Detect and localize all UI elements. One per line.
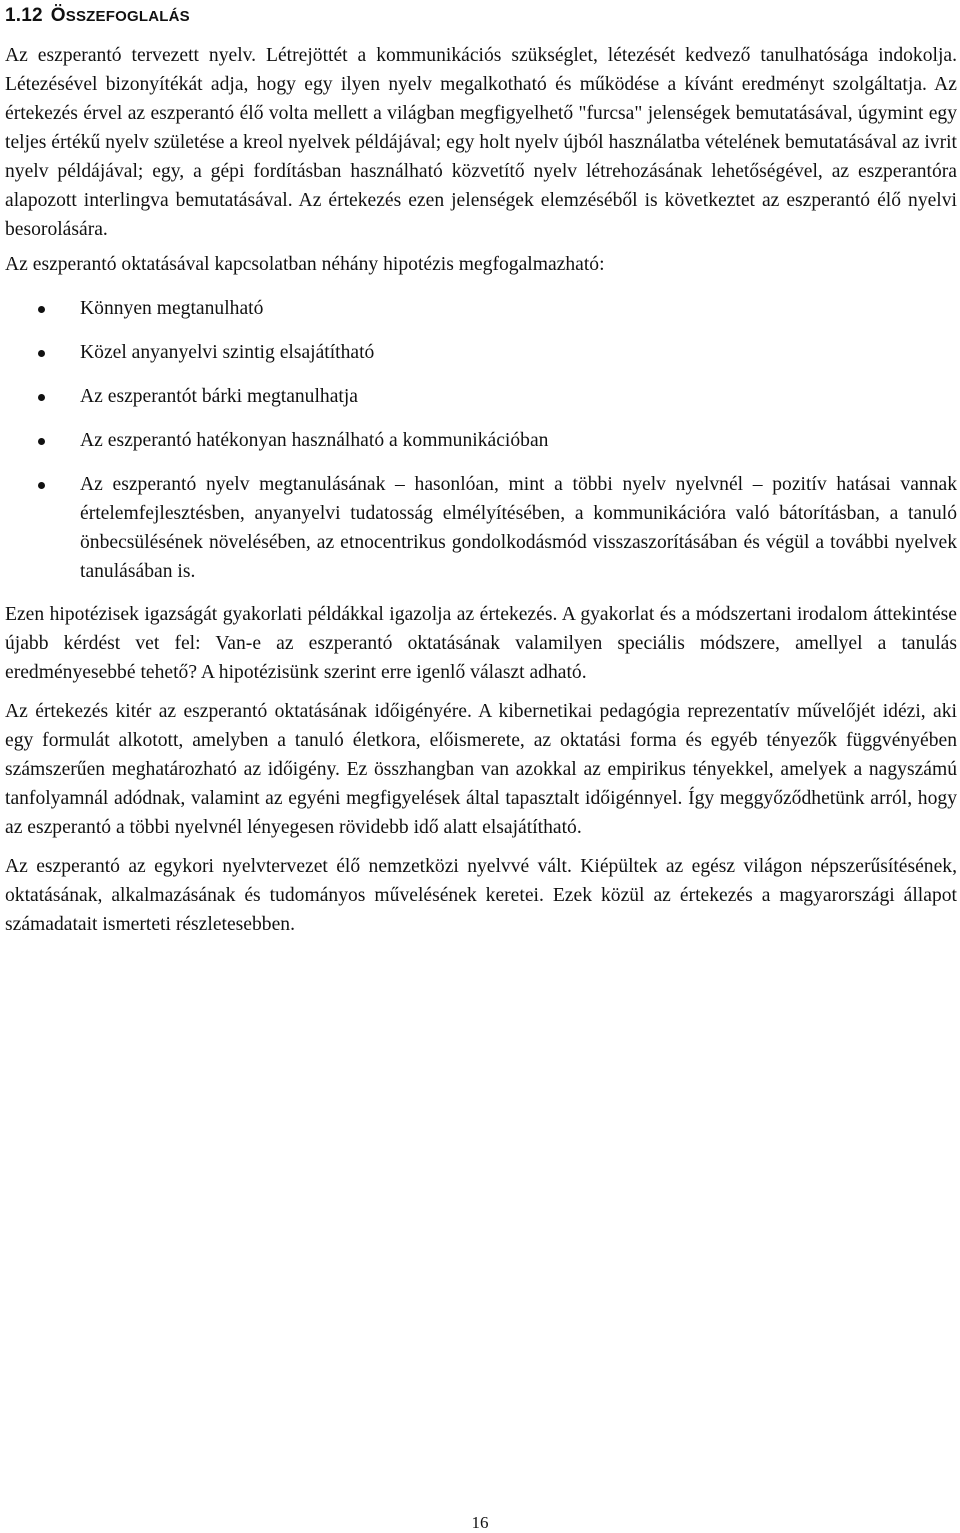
bullet-icon: [38, 394, 45, 401]
page-number: 16: [471, 1513, 489, 1532]
paragraph-international-language: Az eszperantó az egykori nyelvtervezet élő nemzetközi nyelvvé vált. Kiépültek az egész világon népszerűsítésének, oktatásának, alkalmazásának és tudományos művelésének keretei. Ezek közül az értekezés a magyarországi állapot számadatait ismerteti részletesebben.: [5, 856, 957, 935]
list-item: [5, 294, 957, 323]
paragraph-time-requirement: Az értekezés kitér az eszperantó oktatásának időigényére. A kibernetikai pedagógia reprezentatív művelőjét idézi, aki egy formulát alkotott, amelyben a tanuló életkora, előismerete, az oktatási forma és egyéb tényezők függvényében számszerűen meghatározható az időigény. Ez összhangban van azokkal az empirikus tényekkel, amelyek a nagyszámú tanfolyamnál adódnak, valamint az egyéni megfigyelések által tapasztalt időigénnyel. Így meggyőződhetünk arról, hogy az eszperantó a többi nyelvnél lényegesen rövidebb idő alatt elsajátítható.: [5, 701, 957, 838]
bullet-icon: [38, 306, 45, 313]
list-item: [5, 382, 957, 411]
list-item-text: Az eszperantó nyelv megtanulásának – hasonlóan, mint a többi nyelv nyelvnél – pozitív hatásai vannak értelemfejlesztésben, anyanyelvi tudatosság elmélyítésében, a kommunikációra való bátorításban, a tanuló önbecsülésének növelésében, az etnocentrikus gondolkodásmód visszaszorításában és végül a további nyelvek tanulásában is.: [80, 474, 957, 582]
bullet-icon: [38, 350, 45, 357]
list-item-text: Könnyen megtanulható: [80, 298, 264, 319]
list-item-text: Az eszperantó hatékonyan használható a kommunikációban: [80, 430, 549, 451]
section-title-initial: Ö: [50, 5, 66, 26]
section-number: 1.12: [5, 5, 43, 26]
section-title-rest: SSZEFOGLALÁS: [65, 8, 190, 25]
document-page: [5, 0, 957, 939]
paragraph-hypotheses-intro: Az eszperantó oktatásával kapcsolatban néhány hipotézis megfogalmazható:: [5, 254, 605, 275]
list-item: [5, 470, 957, 586]
bullet-icon: [38, 438, 45, 445]
list-item-text: Az eszperantót bárki megtanulhatja: [80, 386, 359, 407]
paragraph-verification: Ezen hipotézisek igazságát gyakorlati példákkal igazolja az értekezés. A gyakorlat és a módszertani irodalom áttekintése újabb kérdést vet fel: Van-e az eszperantó oktatásának valamilyen speciális módszere, amellyel a tanulás eredményesebbé tehető? A hipotézisünk szerint erre igenlő választ adható.: [5, 604, 957, 683]
hypotheses-list: [5, 294, 957, 586]
list-item-text: Közel anyanyelvi szintig elsajátítható: [80, 342, 375, 363]
list-item: [5, 426, 957, 455]
list-item: [5, 338, 957, 367]
section-heading: [5, 4, 957, 29]
paragraph-intro: Az eszperantó tervezett nyelv. Létrejöttét a kommunikációs szükséglet, létezését kedvező tanulhatósága indokolja. Létezésével bizonyítékát adja, hogy egy ilyen nyelv megalkotható és működése a kívánt eredményt szolgáltatja. Az értekezés érvel az eszperantó élő volta mellett a világban megfigyelhető "furcsa" jelenségek bemutatásával, úgymint egy teljes értékű nyelv születése a kreol nyelvek példájával; egy holt nyelv újból használatba vételének bemutatásával az ivrit nyelv példájával; egy, a gépi fordításban használható közvetítő nyelv létrehozásának lehetőségével, az eszperantóra alapozott interlingva bemutatásával. Az értekezés ezen jelenségek elemzéséből is következtet az eszperantó élő nyelvi besorolására.: [5, 45, 957, 240]
bullet-icon: [38, 482, 45, 489]
